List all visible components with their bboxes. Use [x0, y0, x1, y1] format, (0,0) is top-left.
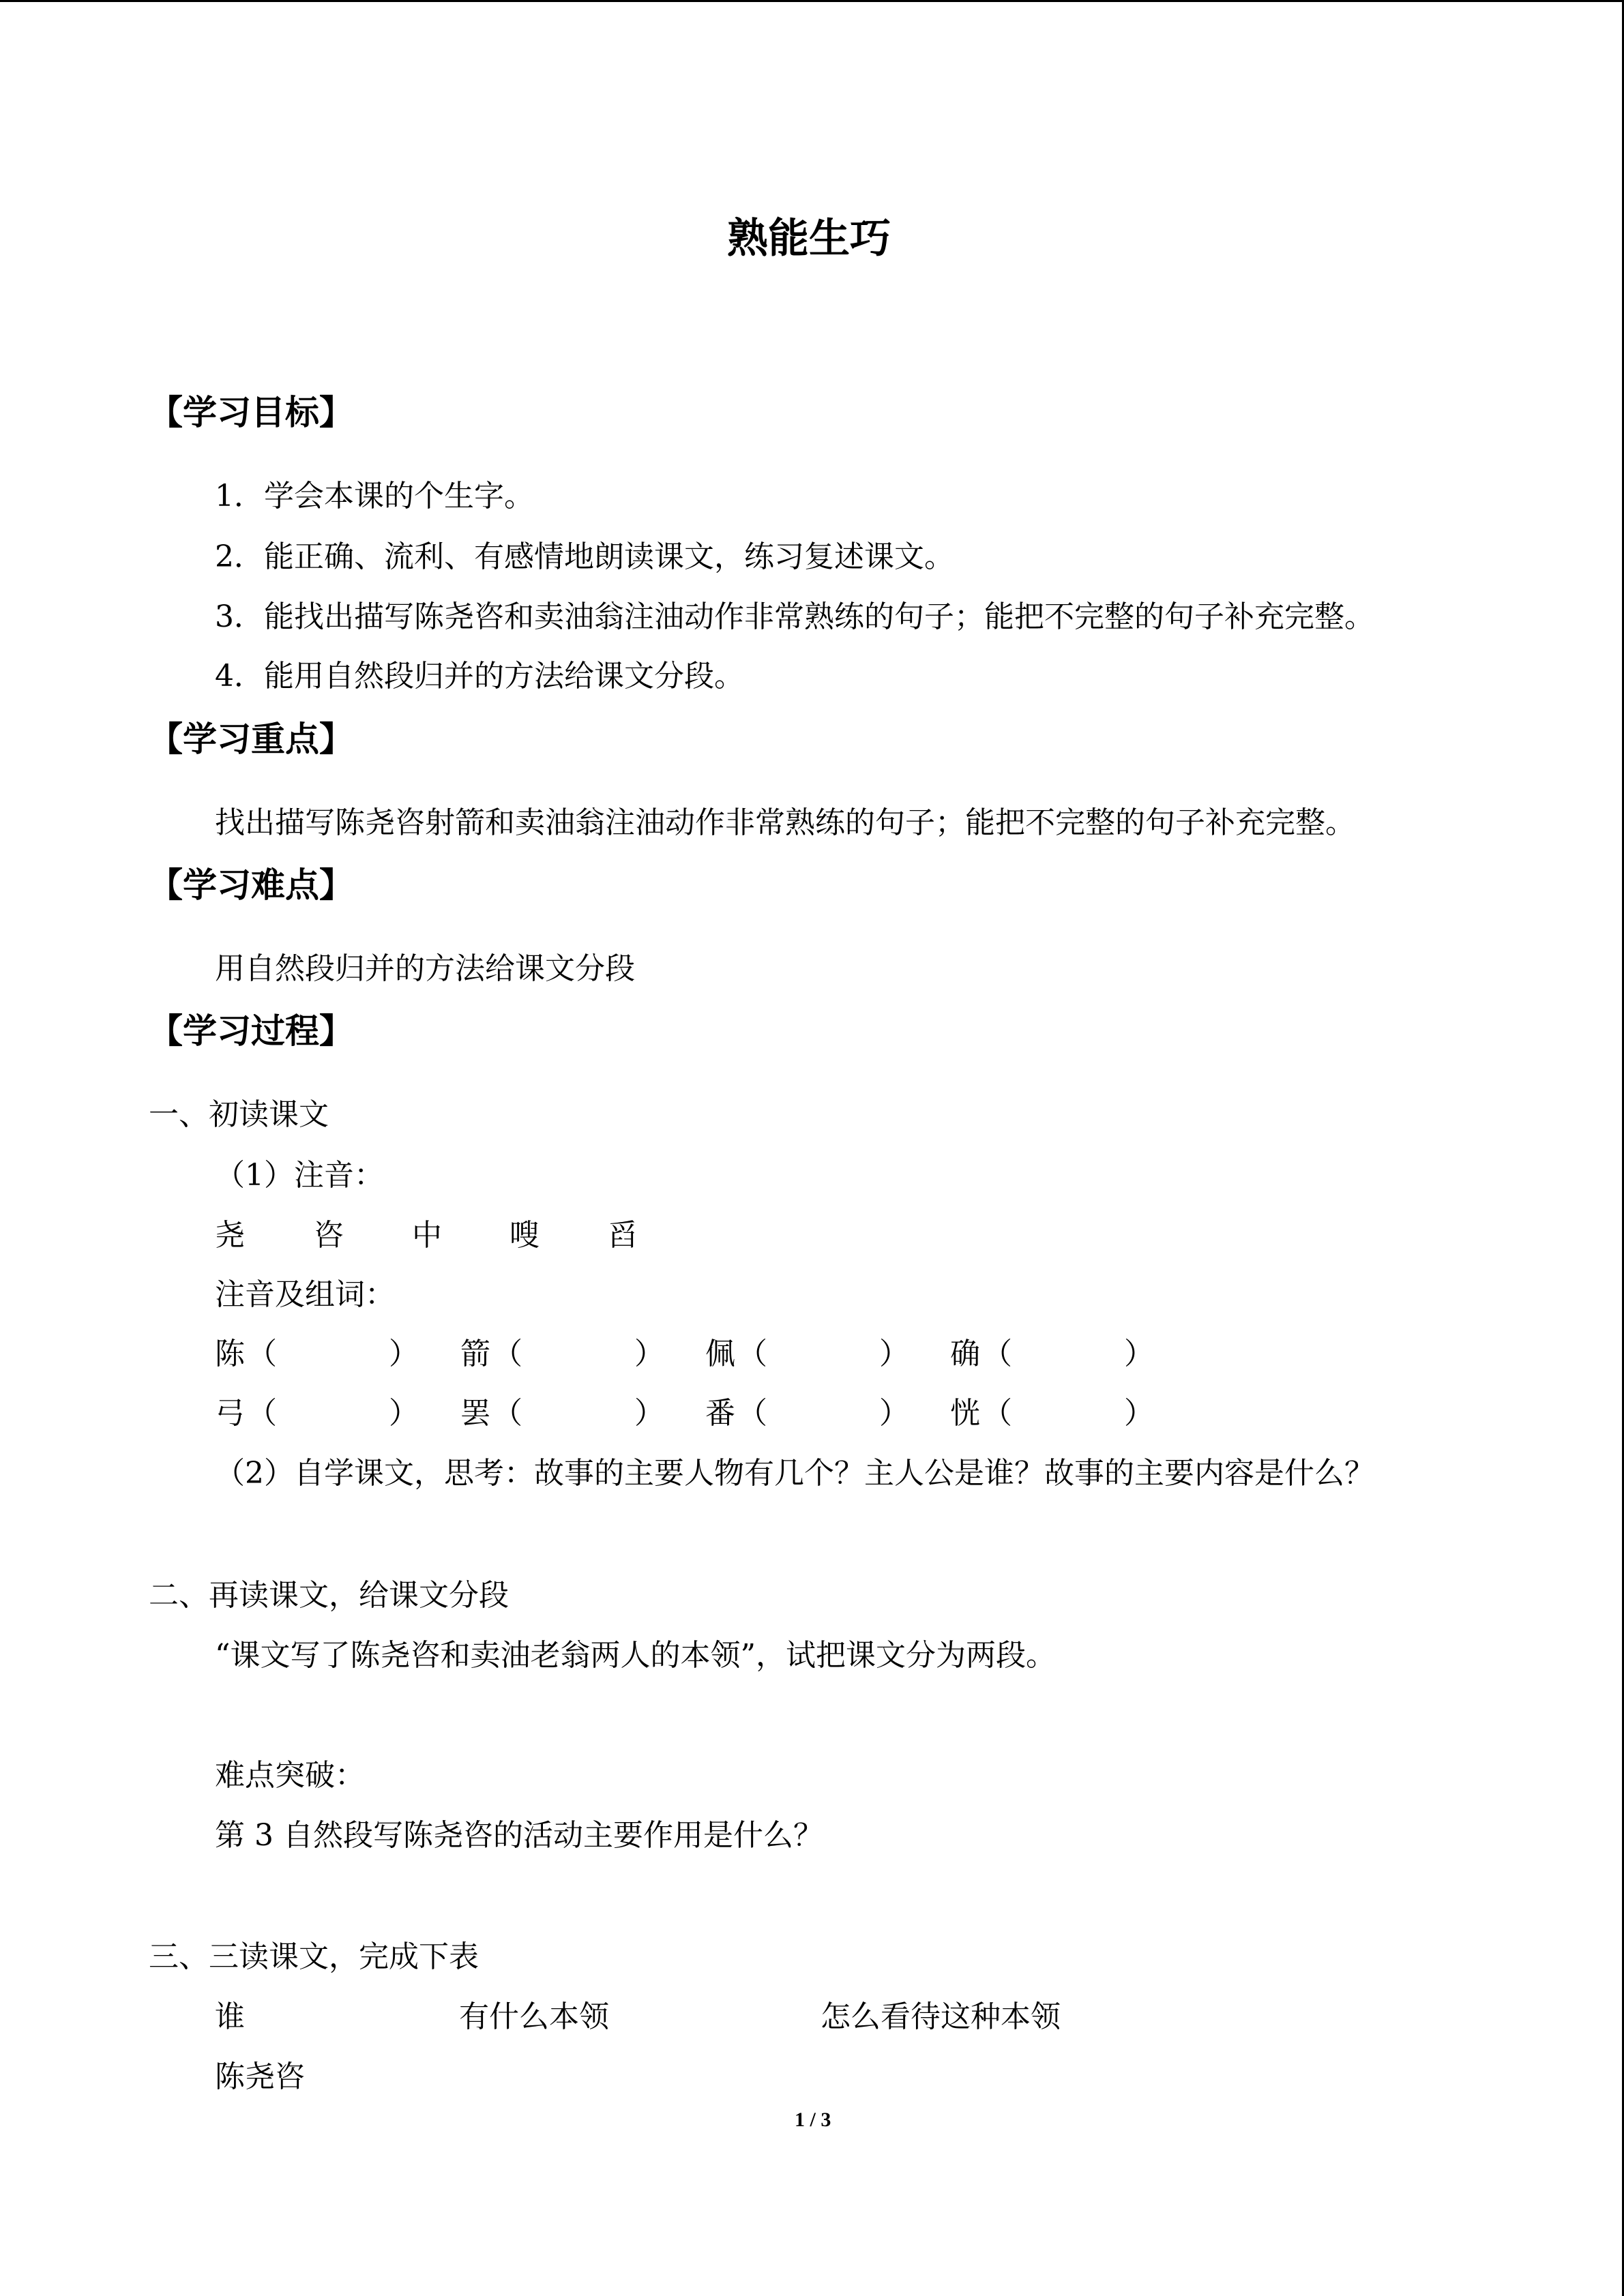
close-paren: ）: [1124, 1396, 1154, 1431]
open-paren: （: [982, 1337, 1012, 1371]
objective-item: 4．能用自然段归并的方法给课文分段。: [215, 659, 744, 694]
phonetic-label: （1）注音：: [215, 1158, 384, 1193]
word-char: 恍: [950, 1396, 980, 1431]
word-char: 佩: [705, 1337, 735, 1371]
word-label: 注音及组词：: [215, 1277, 395, 1312]
objective-item: 1．学会本课的个生字。: [215, 479, 534, 513]
close-paren: ）: [879, 1337, 909, 1371]
open-paren: （: [737, 1396, 767, 1431]
phonetic-char: 咨: [314, 1218, 344, 1253]
table-header-who: 谁: [215, 1999, 245, 2034]
document-title: 熟能生巧: [727, 215, 891, 263]
open-paren: （: [982, 1396, 1012, 1431]
objective-item: 2．能正确、流利、有感情地朗读课文，练习复述课文。: [215, 539, 954, 574]
self-study-question: （2）自学课文，思考：故事的主要人物有几个？主人公是谁？故事的主要内容是什么？: [215, 1456, 1374, 1491]
word-char: 罢: [460, 1396, 490, 1431]
part2-title: 二、再读课文，给课文分段: [149, 1578, 509, 1613]
word-char: 箭: [460, 1337, 490, 1371]
breakthrough-question: 第 3 自然段写陈尧咨的活动主要作用是什么？: [215, 1818, 823, 1853]
objective-item: 3．能找出描写陈尧咨和卖油翁注油动作非常熟练的句子；能把不完整的句子补充完整。: [215, 599, 1374, 634]
close-paren: ）: [634, 1337, 664, 1371]
section-heading-process: 【学习过程】: [149, 1011, 353, 1051]
table-header-view: 怎么看待这种本领: [821, 1999, 1061, 2034]
section-heading-objectives: 【学习目标】: [149, 393, 353, 432]
table-row-person: 陈尧咨: [215, 2059, 305, 2094]
difficulties-text: 用自然段归并的方法给课文分段: [215, 951, 635, 986]
close-paren: ）: [1124, 1337, 1154, 1371]
key-points-text: 找出描写陈尧咨射箭和卖油翁注油动作非常熟练的句子；能把不完整的句子补充完整。: [215, 805, 1355, 840]
phonetic-char: 尧: [215, 1218, 245, 1253]
open-paren: （: [737, 1337, 767, 1371]
phonetic-char: 中: [412, 1218, 442, 1253]
open-paren: （: [492, 1396, 522, 1431]
word-char: 弓: [215, 1396, 245, 1431]
page-number: 1 / 3: [795, 2108, 831, 2131]
breakthrough-label: 难点突破：: [215, 1758, 365, 1793]
open-paren: （: [247, 1337, 277, 1371]
part1-title: 一、初读课文: [149, 1097, 329, 1132]
phonetic-char: 嗖: [510, 1218, 540, 1253]
close-paren: ）: [389, 1396, 419, 1431]
open-paren: （: [247, 1396, 277, 1431]
open-paren: （: [492, 1337, 522, 1371]
word-char: 陈: [215, 1337, 245, 1371]
part3-title: 三、三读课文，完成下表: [149, 1939, 479, 1974]
word-char: 番: [705, 1396, 735, 1431]
word-char: 确: [950, 1337, 980, 1371]
close-paren: ）: [634, 1396, 664, 1431]
close-paren: ）: [879, 1396, 909, 1431]
table-header-skill: 有什么本领: [459, 1999, 609, 2034]
close-paren: ）: [389, 1337, 419, 1371]
section-heading-key-points: 【学习重点】: [149, 719, 353, 759]
paragraph-instruction: “课文写了陈尧咨和卖油老翁两人的本领”，试把课文分为两段。: [215, 1638, 1056, 1673]
page-top-border: [0, 0, 1624, 2]
phonetic-char: 舀: [608, 1218, 638, 1253]
section-heading-difficulties: 【学习难点】: [149, 865, 353, 905]
